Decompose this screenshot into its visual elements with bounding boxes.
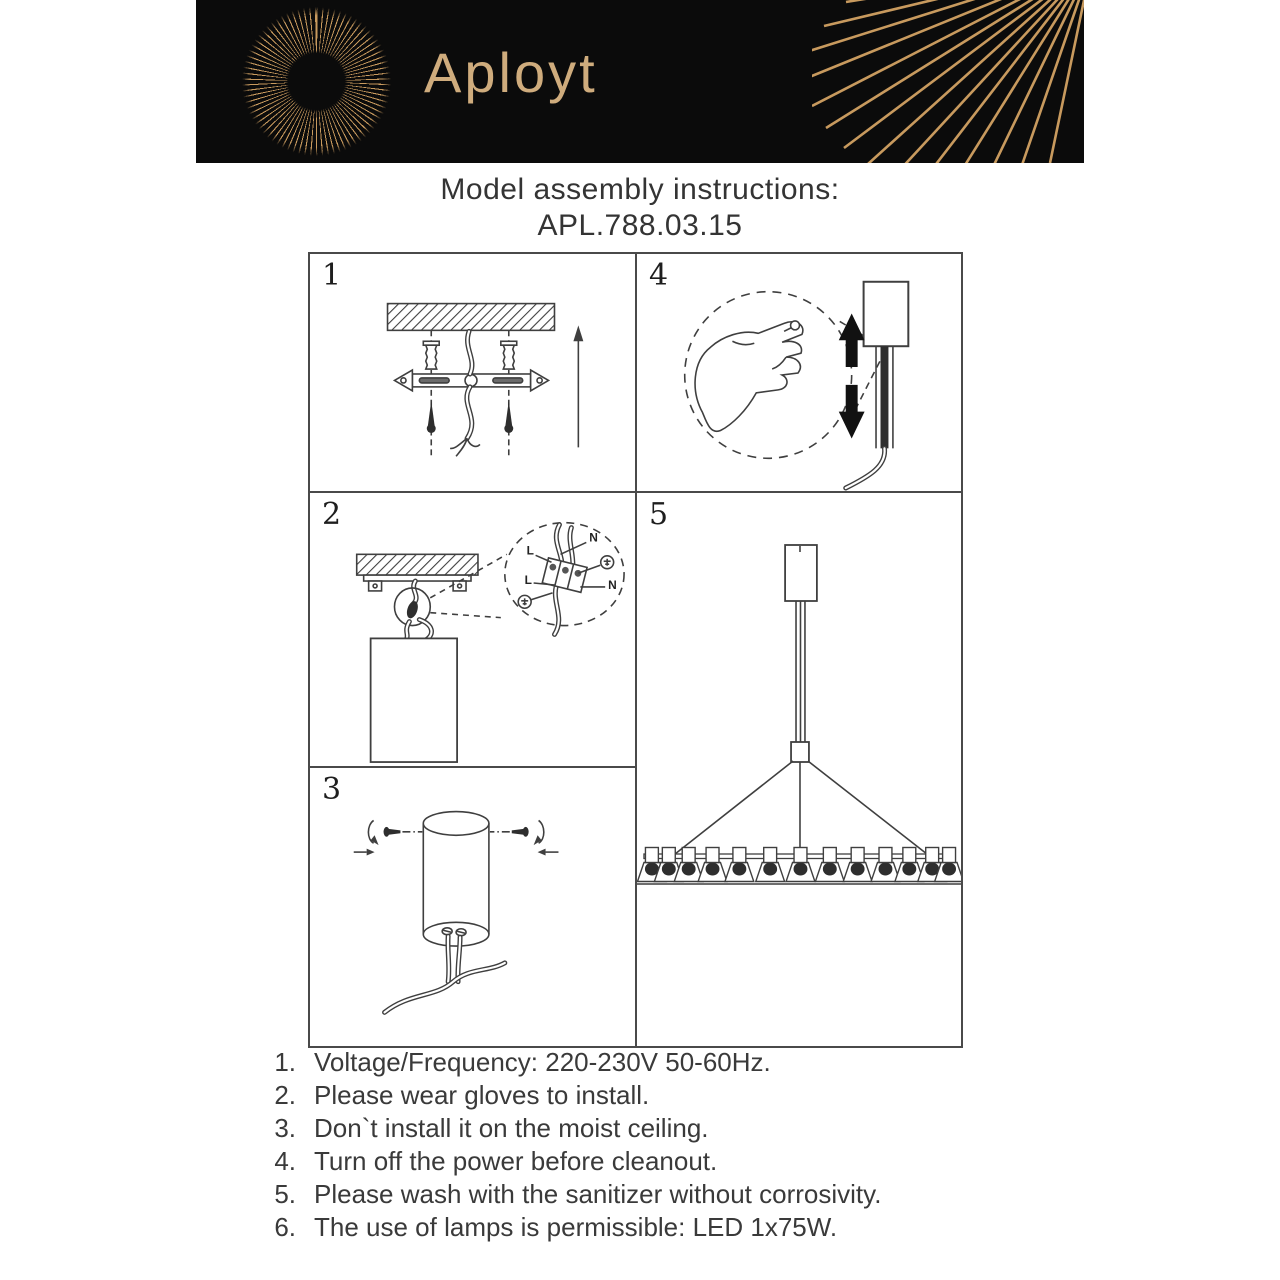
sunburst-rays-icon (812, 0, 1084, 163)
label-neutral-top: N (589, 530, 598, 545)
document-title (0, 172, 1280, 244)
list-item: 1. Voltage/Frequency: 220-230V 50-60Hz. (274, 1047, 771, 1077)
list-item: 2. Please wear gloves to install. (274, 1080, 650, 1110)
label-neutral-bottom: N (608, 577, 617, 592)
brand-name: Aployt (424, 41, 598, 104)
earth-symbol-bottom (518, 593, 552, 608)
panel-1-number: 1 (322, 258, 342, 293)
label-live-bottom: L (524, 573, 532, 587)
brand-banner (196, 0, 1084, 163)
earth-symbol-top (578, 556, 613, 573)
instruction-text: Please wear gloves to install. (314, 1080, 650, 1110)
panel-step-3 (308, 766, 637, 1048)
panel-4-number: 4 (649, 258, 669, 293)
panel-5-number: 5 (649, 497, 669, 532)
instruction-text: Voltage/Frequency: 220-230V 50-60Hz. (314, 1047, 771, 1077)
panel-step-5 (635, 491, 963, 1048)
panel-step-1 (308, 252, 637, 493)
figure-ceiling-bracket-mounting (310, 254, 635, 491)
figure-assembled-chandelier (637, 493, 961, 1046)
safety-instructions-list (252, 1046, 1042, 1244)
title-line-1: Model assembly instructions: (440, 173, 840, 206)
panel-step-4 (635, 252, 963, 493)
panel-step-2 (308, 491, 637, 768)
figure-cable-adjustment (637, 254, 961, 491)
title-line-2: APL.788.03.15 (537, 209, 743, 242)
instruction-text: Please wash with the sanitizer without corrosivity. (314, 1179, 882, 1209)
instruction-text: Don`t install it on the moist ceiling. (314, 1113, 709, 1143)
instruction-text: Turn off the power before cleanout. (314, 1146, 718, 1176)
starburst-logo-icon (238, 3, 395, 160)
label-live-top: L (526, 543, 534, 558)
panel-3-number: 3 (322, 772, 342, 807)
figure-canopy-screws (310, 768, 635, 1046)
list-item: 3. Don`t install it on the moist ceiling. (274, 1113, 709, 1143)
list-item: 6. The use of lamps is permissible: LED 1x75W. (274, 1212, 838, 1242)
list-item: 5. Please wash with the sanitizer without corrosivity. (274, 1179, 882, 1209)
figure-wiring-connection (310, 493, 635, 766)
panel-2-number: 2 (322, 497, 342, 532)
instruction-text: The use of lamps is permissible: LED 1x75W. (314, 1212, 838, 1242)
list-item: 4. Turn off the power before cleanout. (274, 1146, 718, 1176)
